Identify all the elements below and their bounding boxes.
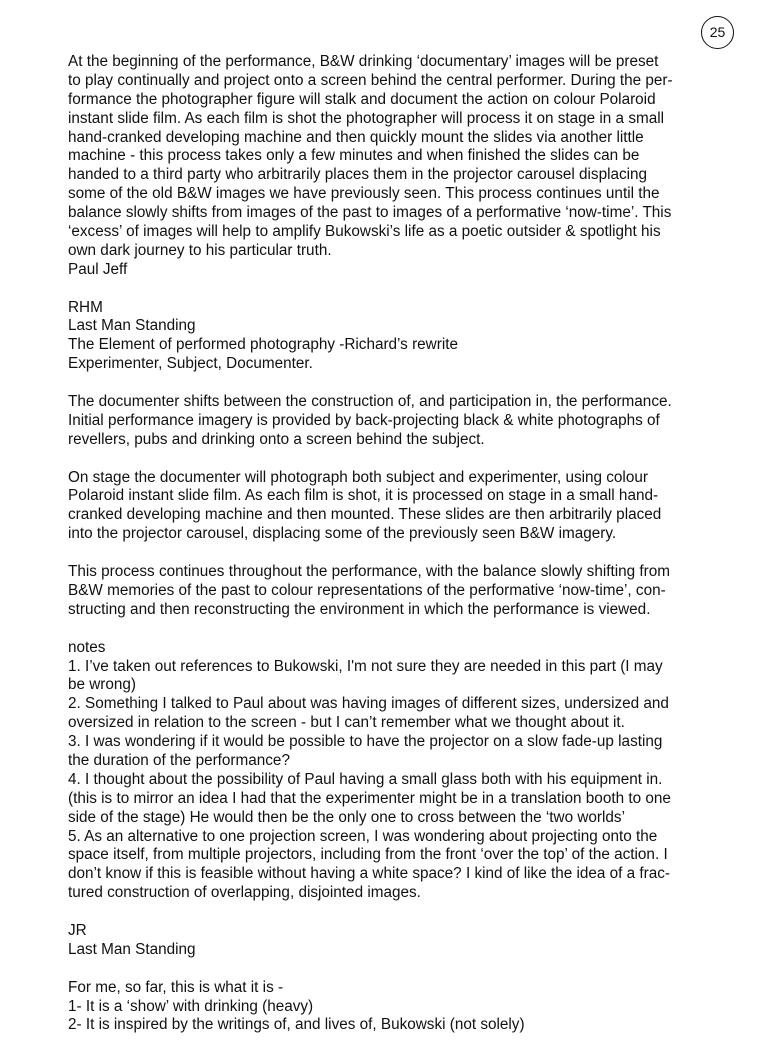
paragraph [68,563,708,620]
paragraph [68,469,708,545]
text-line: Polaroid instant slide film. As each film is shot, it is processed on stage in a small hand- [68,487,659,505]
text-line: 1. I’ve taken out references to Bukowski, I'm not sure they are needed in this part (I may [68,657,663,675]
text-line: 2- It is inspired by the writings of, and lives of, Bukowski (not solely) [68,1016,525,1034]
page-number: 25 [701,16,734,49]
text-line: 2. Something I talked to Paul about was having images of different sizes, undersized and [68,695,669,713]
text-line: into the projector carousel, displacing some of the previously seen B&W imagery. [68,525,617,543]
paragraph-gap [68,960,708,979]
text-line: Paul Jeff [68,260,128,278]
text-line: some of the old B&W images we have previously seen. This process continues until the [68,185,660,203]
text-line: machine - this process takes only a few minutes and when finished the slides can be [68,147,640,165]
text-line: revellers, pubs and drinking onto a screen behind the subject. [68,430,485,448]
text-line: For me, so far, this is what it is - [68,978,284,996]
text-line: be wrong) [68,676,137,694]
text-line: own dark journey to his particular truth. [68,241,332,259]
text-line: 5. As an alternative to one projection screen, I was wondering about projecting onto the [68,827,658,845]
document-body [68,53,708,1035]
paragraph [68,922,708,960]
text-line: don’t know if this is feasible without having a white space? I kind of like the idea of a frac- [68,865,671,883]
text-line: Last Man Standing [68,940,196,958]
text-line: The Element of performed photography -Richard’s rewrite [68,336,458,354]
paragraph [68,979,708,1036]
text-line: oversized in relation to the screen - but I can’t remember what we thought about it. [68,714,625,732]
text-line: notes [68,638,106,656]
text-line: RHM [68,298,103,316]
text-line: cranked developing machine and then mounted. These slides are then arbitrarily placed [68,506,662,524]
text-line: Last Man Standing [68,317,196,335]
text-line: tured construction of overlapping, disjointed images. [68,884,421,902]
paragraph-gap [68,620,708,639]
text-line: This process continues throughout the performance, with the balance slowly shifting from [68,563,670,581]
text-line: On stage the documenter will photograph both subject and experimenter, using colour [68,468,648,486]
text-line: 1- It is a ‘show’ with drinking (heavy) [68,997,314,1015]
paragraph-gap [68,903,708,922]
paragraph [68,299,708,375]
text-line: formance the photographer figure will stalk and document the action on colour Polaroid [68,90,656,108]
paragraph [68,393,708,450]
text-line: JR [68,921,87,939]
paragraph-gap [68,544,708,563]
text-line: hand-cranked developing machine and then quickly mount the slides via another little [68,128,644,146]
text-line: structing and then reconstructing the environment in which the performance is viewed. [68,600,651,618]
paragraph-gap [68,280,708,299]
paragraph-gap [68,374,708,393]
paragraph [68,53,708,280]
text-line: At the beginning of the performance, B&W drinking ‘documentary’ images will be preset [68,53,659,70]
text-line: ‘excess’ of images will help to amplify Bukowski’s life as a poetic outsider & spotlight his [68,223,661,241]
text-line: instant slide film. As each film is shot the photographer will process it on stage in a small [68,109,665,127]
text-line: side of the stage) He would then be the only one to cross between the ‘two worlds’ [68,808,625,826]
text-line: 4. I thought about the possibility of Paul having a small glass both with his equipment in. [68,770,663,788]
text-line: to play continually and project onto a screen behind the central performer. During the per- [68,71,673,89]
text-line: Initial performance imagery is provided by back-projecting black & white photographs of [68,411,660,429]
text-line: The documenter shifts between the construction of, and participation in, the performance. [68,393,672,411]
text-line: 3. I was wondering if it would be possible to have the projector on a slow fade-up lasting [68,733,663,751]
text-line: space itself, from multiple projectors, including from the front ‘over the top’ of the action. I [68,846,668,864]
text-line: the duration of the performance? [68,751,290,769]
text-line: (this is to mirror an idea I had that the experimenter might be in a translation booth to one [68,789,671,807]
text-line: handed to a third party who arbitrarily places them in the projector carousel displacing [68,166,648,184]
text-line: Experimenter, Subject, Documenter. [68,355,313,373]
paragraph-gap [68,450,708,469]
text-line: B&W memories of the past to colour representations of the performative ‘now-time’, con- [68,581,666,599]
text-line: balance slowly shifts from images of the past to images of a performative ‘now-time’. This [68,204,672,222]
paragraph [68,639,708,903]
